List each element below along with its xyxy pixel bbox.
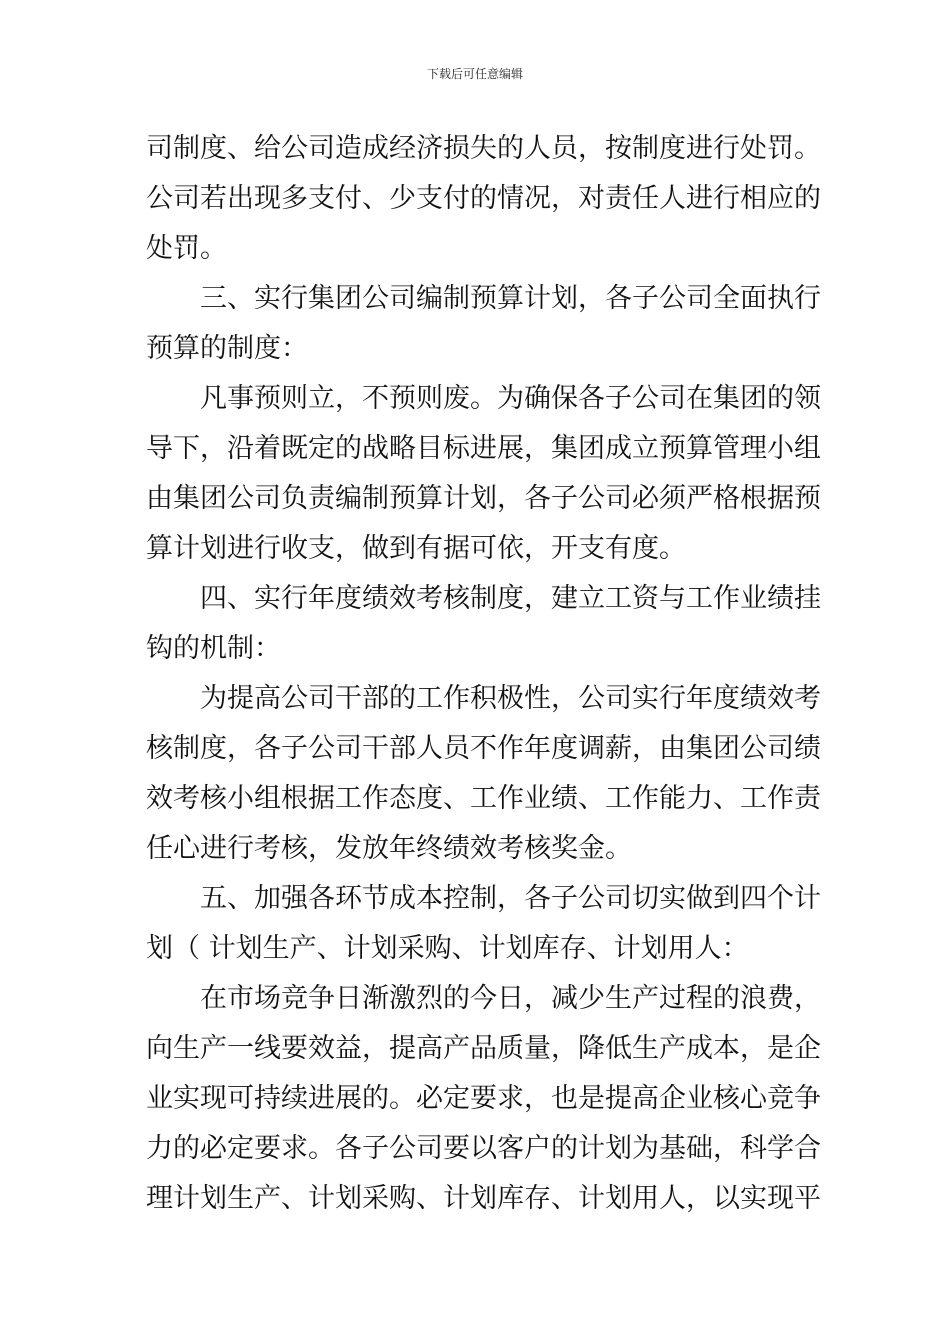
text-line: 业实现可持续进展的。必定要求，也是提高企业核心竞争 [146, 1083, 821, 1114]
text-line: 效考核小组根据工作态度、工作业绩、工作能力、工作责 [146, 783, 821, 814]
text-line: 核制度，各子公司干部人员不作年度调薪，由集团公司绩 [146, 733, 821, 764]
text-line: 公司若出现多支付、少支付的情况，对责任人进行相应的 [146, 183, 821, 214]
text-line: 力的必定要求。各子公司要以客户的计划为基础，科学合 [146, 1133, 821, 1164]
text-line: 钩的机制： [146, 633, 281, 664]
document-body [146, 124, 821, 1224]
text-line: 理计划生产、计划采购、计划库存、计划用人，以实现平 [146, 1183, 821, 1214]
section-heading: 四、实行年度绩效考核制度，建立工资与工作业绩挂 [200, 583, 821, 614]
page-header: 下载后可任意编辑 [426, 67, 523, 81]
text-line: 向生产一线要效益，提高产品质量，降低生产成本，是企 [146, 1033, 821, 1064]
text-line: 预算的制度： [146, 333, 308, 364]
section-heading: 五、加强各环节成本控制，各子公司切实做到四个计 [200, 883, 821, 914]
text-line: 算计划进行收支，做到有据可依，开支有度。 [146, 533, 686, 564]
section-heading: 三、实行集团公司编制预算计划，各子公司全面执行 [200, 283, 821, 314]
text-line: 划（ 计划生产、计划采购、计划库存、计划用人： [146, 933, 749, 964]
paragraph-start: 在市场竞争日渐激烈的今日，减少生产过程的浪费， [200, 983, 821, 1014]
text-line: 司制度、给公司造成经济损失的人员，按制度进行处罚。 [146, 133, 821, 164]
paragraph-start: 为提高公司干部的工作积极性，公司实行年度绩效考 [200, 683, 821, 714]
text-line: 导下，沿着既定的战略目标进展，集团成立预算管理小组 [146, 433, 821, 464]
paragraph-start: 凡事预则立，不预则废。为确保各子公司在集团的领 [200, 383, 821, 414]
text-line: 由集团公司负责编制预算计划，各子公司必须严格根据预 [146, 483, 821, 514]
text-line: 处罚。 [146, 233, 227, 264]
text-line: 任心进行考核，发放年终绩效考核奖金。 [146, 833, 632, 864]
